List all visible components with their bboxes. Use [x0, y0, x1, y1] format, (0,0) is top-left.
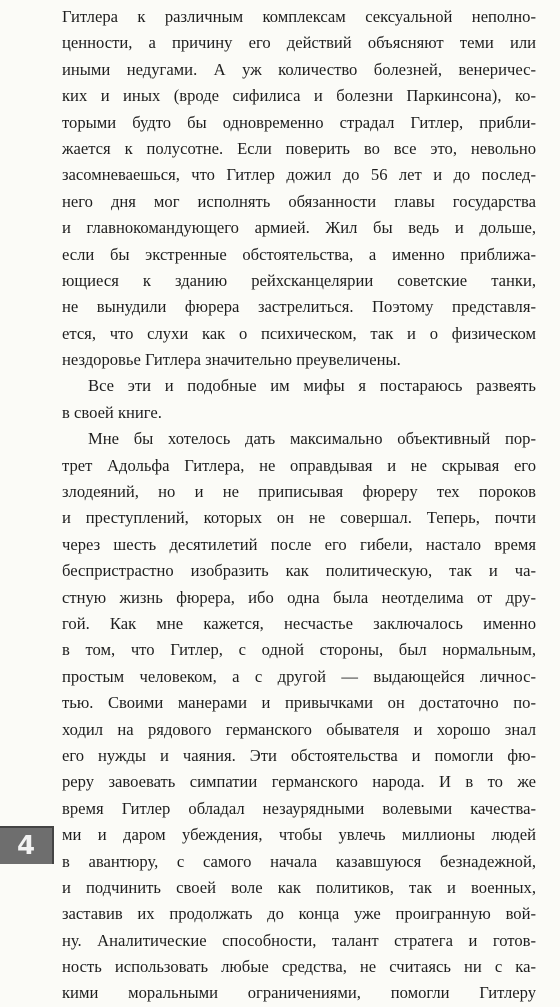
text-line: простым человеком, а с другой — выдающейся личнос-	[62, 666, 536, 686]
text-line: заставив их продолжать до конца уже проигранную вой-	[62, 904, 536, 924]
text-line: и главнокомандующего армией. Жил бы ведь и дольше,	[62, 218, 536, 238]
text-line: ющиеся к зданию рейхсканцелярии советские танки,	[62, 270, 536, 290]
text-line: в том, что Гитлер, с одной стороны, был нормальным,	[62, 640, 536, 660]
text-line: и подчинить своей воле как политиков, так и военных,	[62, 877, 536, 897]
text-line: гой. Как мне кажется, несчастье заключалось именно	[62, 613, 536, 633]
text-line: ценности, а причину его действий объясняют теми или	[62, 33, 536, 53]
text-line: беспристрастно изобразить как политическую, так и ча-	[62, 561, 536, 581]
text-line: если бы экстренные обстоятельства, а именно приближа-	[62, 244, 536, 264]
body-text	[62, 4, 536, 1007]
text-line: через шесть десятилетий после его гибели, настало время	[62, 534, 536, 554]
text-line: ких и иных (вроде сифилиса и болезни Паркинсона), ко-	[62, 86, 536, 106]
text-line: трет Адольфа Гитлера, не оправдывая и не скрывая его	[62, 455, 536, 475]
text-line: ну. Аналитические способности, талант стратега и готов-	[62, 930, 536, 950]
text-line: него дня мог исполнять обязанности главы государства	[62, 191, 536, 211]
text-line: его нужды и чаяния. Эти обстоятельства и помогли фю-	[62, 745, 536, 765]
text-line: ется, что слухи как о психическом, так и о физическом	[62, 323, 536, 343]
text-line: не вынудили фюрера застрелиться. Поэтому представля-	[62, 297, 536, 317]
text-line: иными недугами. А уж количество болезней, венеричес-	[62, 59, 536, 79]
text-line: жается к полусотне. Если поверить во все это, невольно	[62, 138, 536, 158]
text-line: время Гитлер обладал незаурядными волевыми качества-	[62, 798, 536, 818]
text-line: Все эти и подобные им мифы я постараюсь развеять	[88, 376, 536, 396]
text-line: ми и даром убеждения, чтобы увлечь миллионы людей	[62, 825, 536, 845]
text-line: Гитлера к различным комплексам сексуальной неполно-	[62, 7, 536, 26]
text-line: Мне бы хотелось дать максимально объективный пор-	[88, 429, 536, 449]
text-line: торыми будто бы одновременно страдал Гитлер, прибли-	[62, 112, 536, 132]
page-number: 4	[0, 826, 54, 864]
text-line: реру завоевать симпатии германского народа. И в то же	[62, 772, 536, 792]
text-line: злодеяний, но и не приписывая фюреру тех пороков	[62, 482, 536, 502]
text-line: в авантюру, с самого начала казавшуюся безнадежной,	[62, 851, 536, 871]
text-line: ходил на рядового германского обывателя и хорошо знал	[62, 719, 536, 739]
text-line: в своей книге.	[62, 402, 162, 422]
text-line: и преступлений, которых он не совершал. Теперь, почти	[62, 508, 536, 528]
text-line: ность использовать любые средства, не считаясь ни с ка-	[62, 957, 536, 977]
text-line: засомневаешься, что Гитлер дожил до 56 лет и до послед-	[62, 165, 536, 185]
text-line: кими моральными ограничениями, помогли Гитлеру	[62, 983, 536, 1003]
text-line: стную жизнь фюрера, ибо одна была неотделима от дру-	[62, 587, 536, 607]
text-line: нездоровье Гитлера значительно преувеличены.	[62, 350, 401, 370]
text-line: тью. Своими манерами и привычками он достаточно по-	[62, 693, 536, 713]
